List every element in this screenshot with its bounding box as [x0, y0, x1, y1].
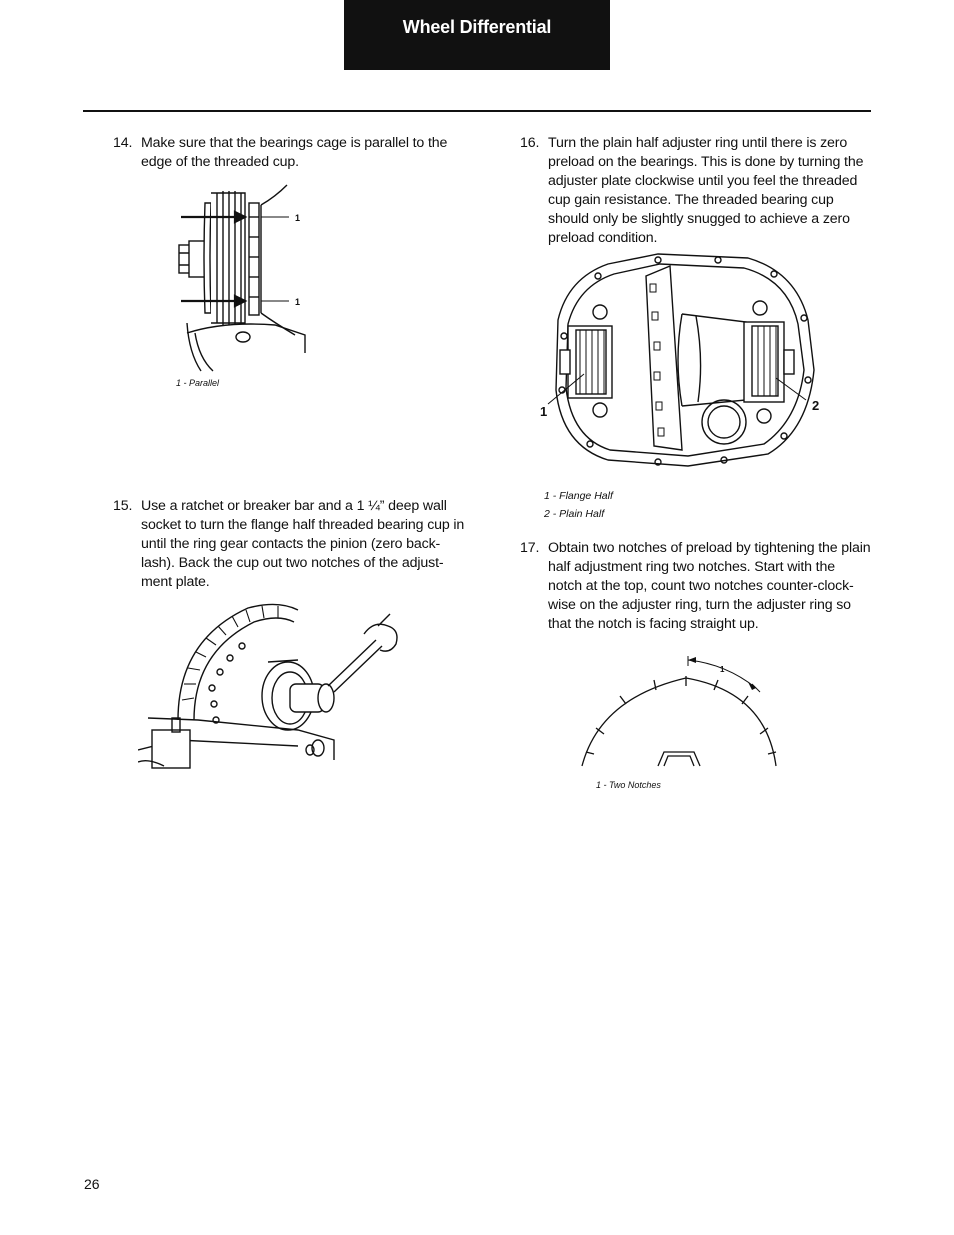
page-number: 26	[84, 1176, 100, 1192]
figure-bearings	[538, 250, 828, 470]
caption-notches: 1 - Two Notches	[596, 780, 661, 790]
callout-2: 2	[812, 398, 820, 413]
step-text: Use a ratchet or breaker bar and a 1 ¼” deep wall socket to turn the flange half threaded bearing cup in until the ring gear contacts the pinion (zero back- lash). Back the cup out two notches of the adjust- ment plate.	[141, 498, 465, 590]
header-rule	[83, 110, 871, 112]
callout-1: 1	[540, 404, 548, 419]
caption-parallel: 1 - Parallel	[176, 378, 220, 388]
step-text: Turn the plain half adjuster ring until there is zero preload on the bearings. This is done by turning the adjuster plate clockwise until you feel the threaded cup gain resistance. The threaded bearing cup should only be slightly snugged to achieve a zero preload condition.	[548, 135, 864, 246]
figure-parallel	[165, 183, 325, 373]
step-text: Obtain two notches of preload by tightening the plain half adjustment ring two notches. Start with the notch at the top, count two notches counter-clock- wise on the adjuster ring, turn the adjuster ring so that the notch is facing straight up.	[548, 540, 871, 632]
callout-1-top: 1	[295, 213, 301, 223]
step-text: Make sure that the bearings cage is parallel to the edge of the threaded cup.	[141, 135, 448, 170]
caption-bearings: 1 - Flange Half 2 - Plain Half	[544, 490, 613, 520]
step-number: 15.	[113, 498, 133, 514]
callout-1-bottom: 1	[295, 297, 301, 307]
section-title: Wheel Differential	[402, 17, 552, 37]
callout-1: 1	[720, 665, 725, 674]
section-header	[344, 0, 610, 70]
step-number: 14.	[113, 135, 133, 151]
step-number: 17.	[520, 540, 540, 556]
figure-notches	[576, 652, 786, 772]
figure-ratchet	[138, 600, 418, 770]
step-number: 16.	[520, 135, 540, 151]
